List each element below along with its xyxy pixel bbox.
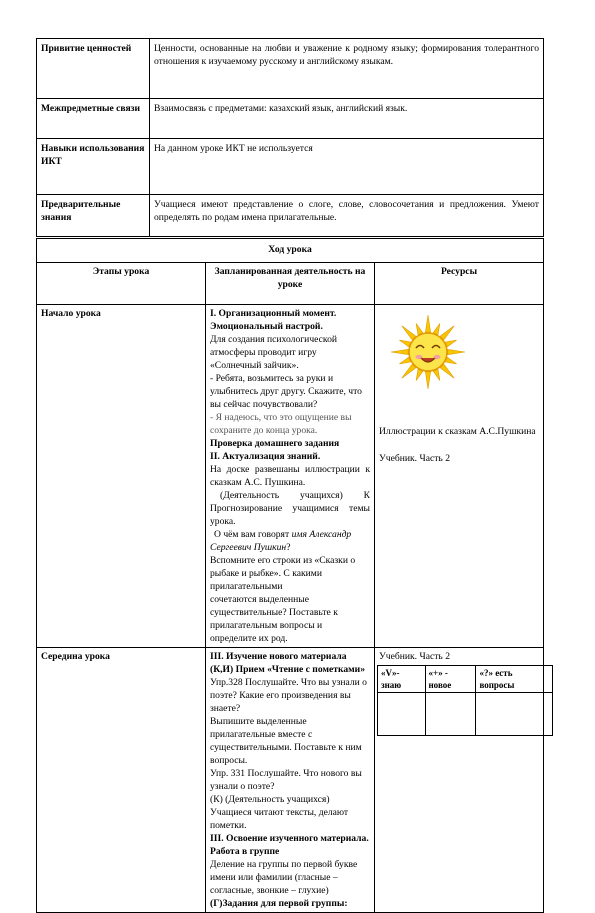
sun-ray bbox=[402, 326, 416, 340]
stage-activity bbox=[206, 305, 375, 648]
stage-middle-row bbox=[37, 648, 544, 913]
heading: II. Актуализация знаний. bbox=[210, 451, 321, 462]
mark-new: «+» - новое bbox=[425, 666, 476, 693]
sun-ray bbox=[425, 372, 430, 389]
sun-illustration bbox=[385, 313, 471, 391]
stage-label: Начало урока bbox=[37, 305, 206, 648]
header-activity: Запланированная деятельность на уроке bbox=[206, 263, 375, 305]
text-line: Упр.328 Послушайте. Что вы узнали о поэте? Какие его произведения вы знаете? bbox=[210, 677, 367, 714]
sun-ray bbox=[402, 364, 416, 378]
resource-text: Учебник. Часть 2 bbox=[379, 651, 450, 662]
marks-table bbox=[377, 665, 553, 736]
sun-ray bbox=[433, 369, 440, 380]
marks-header-row bbox=[378, 666, 553, 693]
header-row bbox=[37, 263, 544, 305]
info-text: Взаимосвязь с предметами: казахский язык, английский язык. bbox=[150, 99, 544, 139]
sun-ray bbox=[433, 323, 440, 334]
info-label: Межпредметные связи bbox=[37, 99, 150, 139]
stage-start-row bbox=[37, 305, 544, 648]
stage-activity bbox=[206, 648, 375, 913]
stage-resources bbox=[375, 305, 544, 648]
text-line: сочетаются выделенные существительные? Поставьте к прилагательным вопросы и определите их род. bbox=[210, 594, 338, 644]
heading: III. Изучение нового материала bbox=[210, 651, 347, 662]
stage-resources bbox=[375, 648, 544, 913]
sun-ray bbox=[440, 326, 454, 340]
text-line bbox=[210, 528, 370, 554]
empty-cell bbox=[425, 693, 476, 736]
lesson-title: Ход урока bbox=[37, 239, 544, 263]
mark-questions: «?» есть вопросы bbox=[476, 666, 553, 693]
text-line: - Ребята, возьмитесь за руки и улыбнитесь друг другу. Скажите, что вы сейчас почувствовали? bbox=[210, 373, 362, 410]
heading: (Г)Задания для первой группы: bbox=[210, 898, 348, 909]
info-text: На данном уроке ИКТ не используется bbox=[150, 139, 544, 195]
info-row-values bbox=[37, 39, 544, 99]
sun-ray bbox=[440, 364, 454, 378]
info-label: Привитие ценностей bbox=[37, 39, 150, 99]
sun-ray bbox=[425, 315, 430, 332]
info-label: Предварительные знания bbox=[37, 195, 150, 237]
heading: I. Организационный момент. bbox=[210, 308, 337, 319]
text-part: ? bbox=[286, 542, 291, 553]
header-stages: Этапы урока bbox=[37, 263, 206, 305]
resource-text: Иллюстрации к сказкам А.С.Пушкина bbox=[379, 426, 536, 437]
mark-know: «V»- знаю bbox=[378, 666, 426, 693]
text-line: (К) (Деятельность учащихся) Учащиеся читают тексты, делают пометки. bbox=[210, 794, 349, 831]
sun-ray bbox=[391, 349, 408, 354]
info-row-ict bbox=[37, 139, 544, 195]
info-text: Ценности, основанные на любви и уважение к родному языку; формирования толерантного отношения к изучаемому русскому и английскому языкам. bbox=[150, 39, 544, 99]
sun-ray bbox=[448, 349, 465, 354]
sun-ray bbox=[416, 369, 423, 380]
info-label: Навыки использования ИКТ bbox=[37, 139, 150, 195]
text-line: - Я надеюсь, что это ощущение вы сохраните до конца урока. bbox=[210, 412, 352, 436]
lesson-info-table bbox=[36, 38, 544, 237]
text-line: Вспомните его строки из «Сказки о рыбаке и рыбке». С какими прилагательными bbox=[210, 555, 356, 592]
empty-cell bbox=[476, 693, 553, 736]
heading: III. Освоение изученного материала. bbox=[210, 833, 369, 844]
heading: Проверка домашнего задания bbox=[210, 438, 340, 449]
empty-cell bbox=[378, 693, 426, 736]
text-line: Для создания психологической атмосферы проводит игру «Солнечный зайчик». bbox=[210, 334, 337, 371]
text-line: (Деятельность учащихся) К Прогнозирование учащимися темы урока. bbox=[210, 490, 370, 527]
text-line: На доске развешаны иллюстрации к сказкам А.С. Пушкина. bbox=[210, 464, 370, 488]
info-row-links bbox=[37, 99, 544, 139]
sun-ray bbox=[399, 357, 410, 364]
text-line: Выпишите выделенные прилагательные вместе с существительными. Поставьте к ним вопросы. bbox=[210, 716, 362, 766]
text-line: Упр. 331 Послушайте. Что нового вы узнали о поэте? bbox=[210, 768, 362, 792]
resource-text: Учебник. Часть 2 bbox=[379, 453, 450, 464]
text-part: О чём вам говорят bbox=[214, 529, 292, 540]
marks-empty-row bbox=[378, 693, 553, 736]
info-text: Учащиеся имеют представление о слоге, слове, словосочетания и предложения. Умеют определять по родам имена прилагательные. bbox=[150, 195, 544, 237]
heading: Эмоциональный настрой. bbox=[210, 321, 323, 332]
text-line: Деление на группы по первой букве имени или фамилии (гласные – согласные, звонкие – глухие) bbox=[210, 859, 358, 896]
sun-ray bbox=[399, 340, 410, 347]
sun-ray bbox=[445, 340, 456, 347]
info-row-prior bbox=[37, 195, 544, 237]
heading: (К,И) Прием «Чтение с пометками» bbox=[210, 664, 365, 675]
lesson-plan-table bbox=[36, 238, 544, 913]
sun-ray bbox=[445, 357, 456, 364]
header-resources: Ресурсы bbox=[375, 263, 544, 305]
sun-ray bbox=[416, 323, 423, 334]
stage-label: Середина урока bbox=[37, 648, 206, 913]
poet-name: имя Александр Сергеевич Пушкин bbox=[210, 529, 352, 553]
lesson-title-row bbox=[37, 239, 544, 263]
heading: Работа в группе bbox=[210, 846, 280, 857]
